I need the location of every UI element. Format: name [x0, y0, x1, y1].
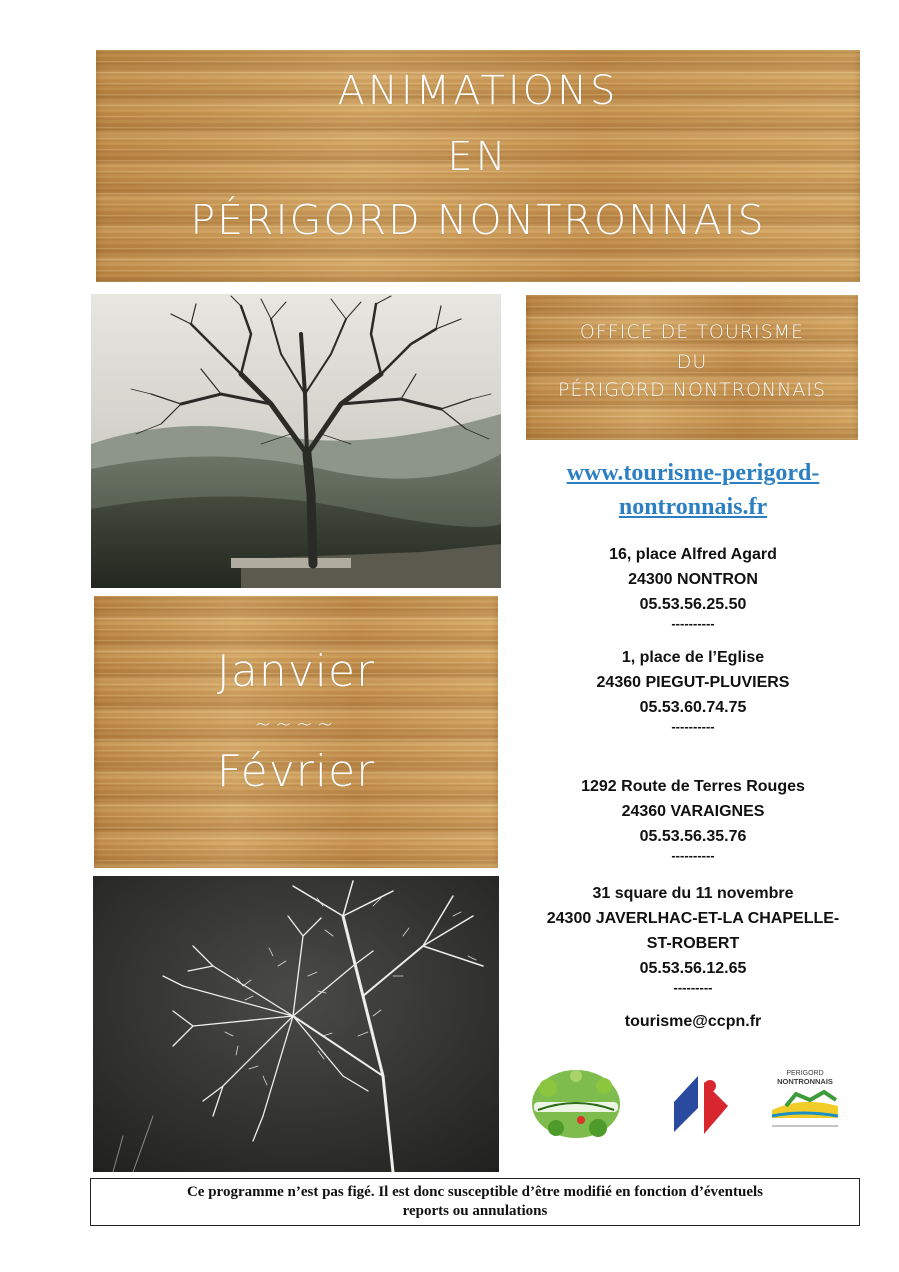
office-address-3 [526, 774, 860, 863]
frost-plant-photo [93, 876, 499, 1172]
tourism-office-logo-icon [664, 1072, 732, 1140]
address-street: 31 square du 11 novembre [592, 885, 794, 902]
address-separator: --------- [673, 980, 713, 995]
months-banner [94, 596, 498, 868]
partner-logos [526, 1066, 860, 1166]
address-phone: 05.53.56.35.76 [639, 828, 747, 845]
address-city: 24300 JAVERLHAC-ET-LA CHAPELLE- [546, 910, 840, 927]
office-banner [526, 295, 858, 440]
winter-tree-photo [91, 294, 501, 588]
address-city: 24360 VARAIGNES [621, 803, 765, 820]
month-first: Janvier [216, 646, 376, 697]
title-banner [96, 50, 860, 282]
disclaimer-line-1: Ce programme n’est pas figé. Il est donc susceptible d’être modifié en fonction d’éventuels [186, 1184, 764, 1200]
website-link[interactable] [526, 456, 860, 524]
disclaimer-line-2: reports ou annulations [402, 1203, 548, 1219]
address-phone: 05.53.56.12.65 [639, 960, 747, 977]
disclaimer-box [90, 1178, 860, 1226]
title-line-1: ANIMATIONS [337, 68, 619, 114]
month-separator: ~~~~ [254, 712, 338, 736]
office-line-2: DU [676, 351, 708, 373]
office-address-2 [526, 645, 860, 734]
office-address-1 [526, 542, 860, 631]
address-separator: ---------- [671, 616, 715, 631]
address-street: 1, place de l’Eglise [621, 649, 765, 666]
office-line-3: PÉRIGORD NONTRONNAIS [557, 379, 827, 401]
address-separator: ---------- [671, 848, 715, 863]
title-line-2: EN [447, 134, 509, 180]
address-city-continued: ST-ROBERT [646, 935, 740, 952]
office-address-4 [526, 881, 860, 995]
website-line-2: nontronnais.fr [618, 494, 768, 520]
month-second: Février [216, 746, 376, 797]
office-line-1: OFFICE DE TOURISME [579, 321, 805, 343]
website-line-1: www.tourisme-perigord- [566, 460, 820, 486]
email-address[interactable]: tourisme@ccpn.fr [624, 1013, 762, 1030]
address-street: 16, place Alfred Agard [609, 546, 777, 563]
address-street: 1292 Route de Terres Rouges [581, 778, 805, 795]
logo-text-line-2: NONTRONNAIS [777, 1077, 833, 1086]
address-phone: 05.53.60.74.75 [639, 699, 747, 716]
address-city: 24360 PIEGUT-PLUVIERS [596, 674, 790, 691]
address-separator: ---------- [671, 719, 715, 734]
contact-info [526, 456, 860, 1034]
address-phone: 05.53.56.25.50 [639, 596, 747, 613]
perigord-nontronnais-logo-icon [770, 1086, 840, 1126]
logo-text-line-1: PERIGORD [786, 1070, 824, 1077]
address-city: 24300 NONTRON [628, 571, 758, 588]
perigord-vert-logo-icon [532, 1070, 620, 1138]
title-line-3: PÉRIGORD NONTRONNAIS [190, 196, 766, 244]
